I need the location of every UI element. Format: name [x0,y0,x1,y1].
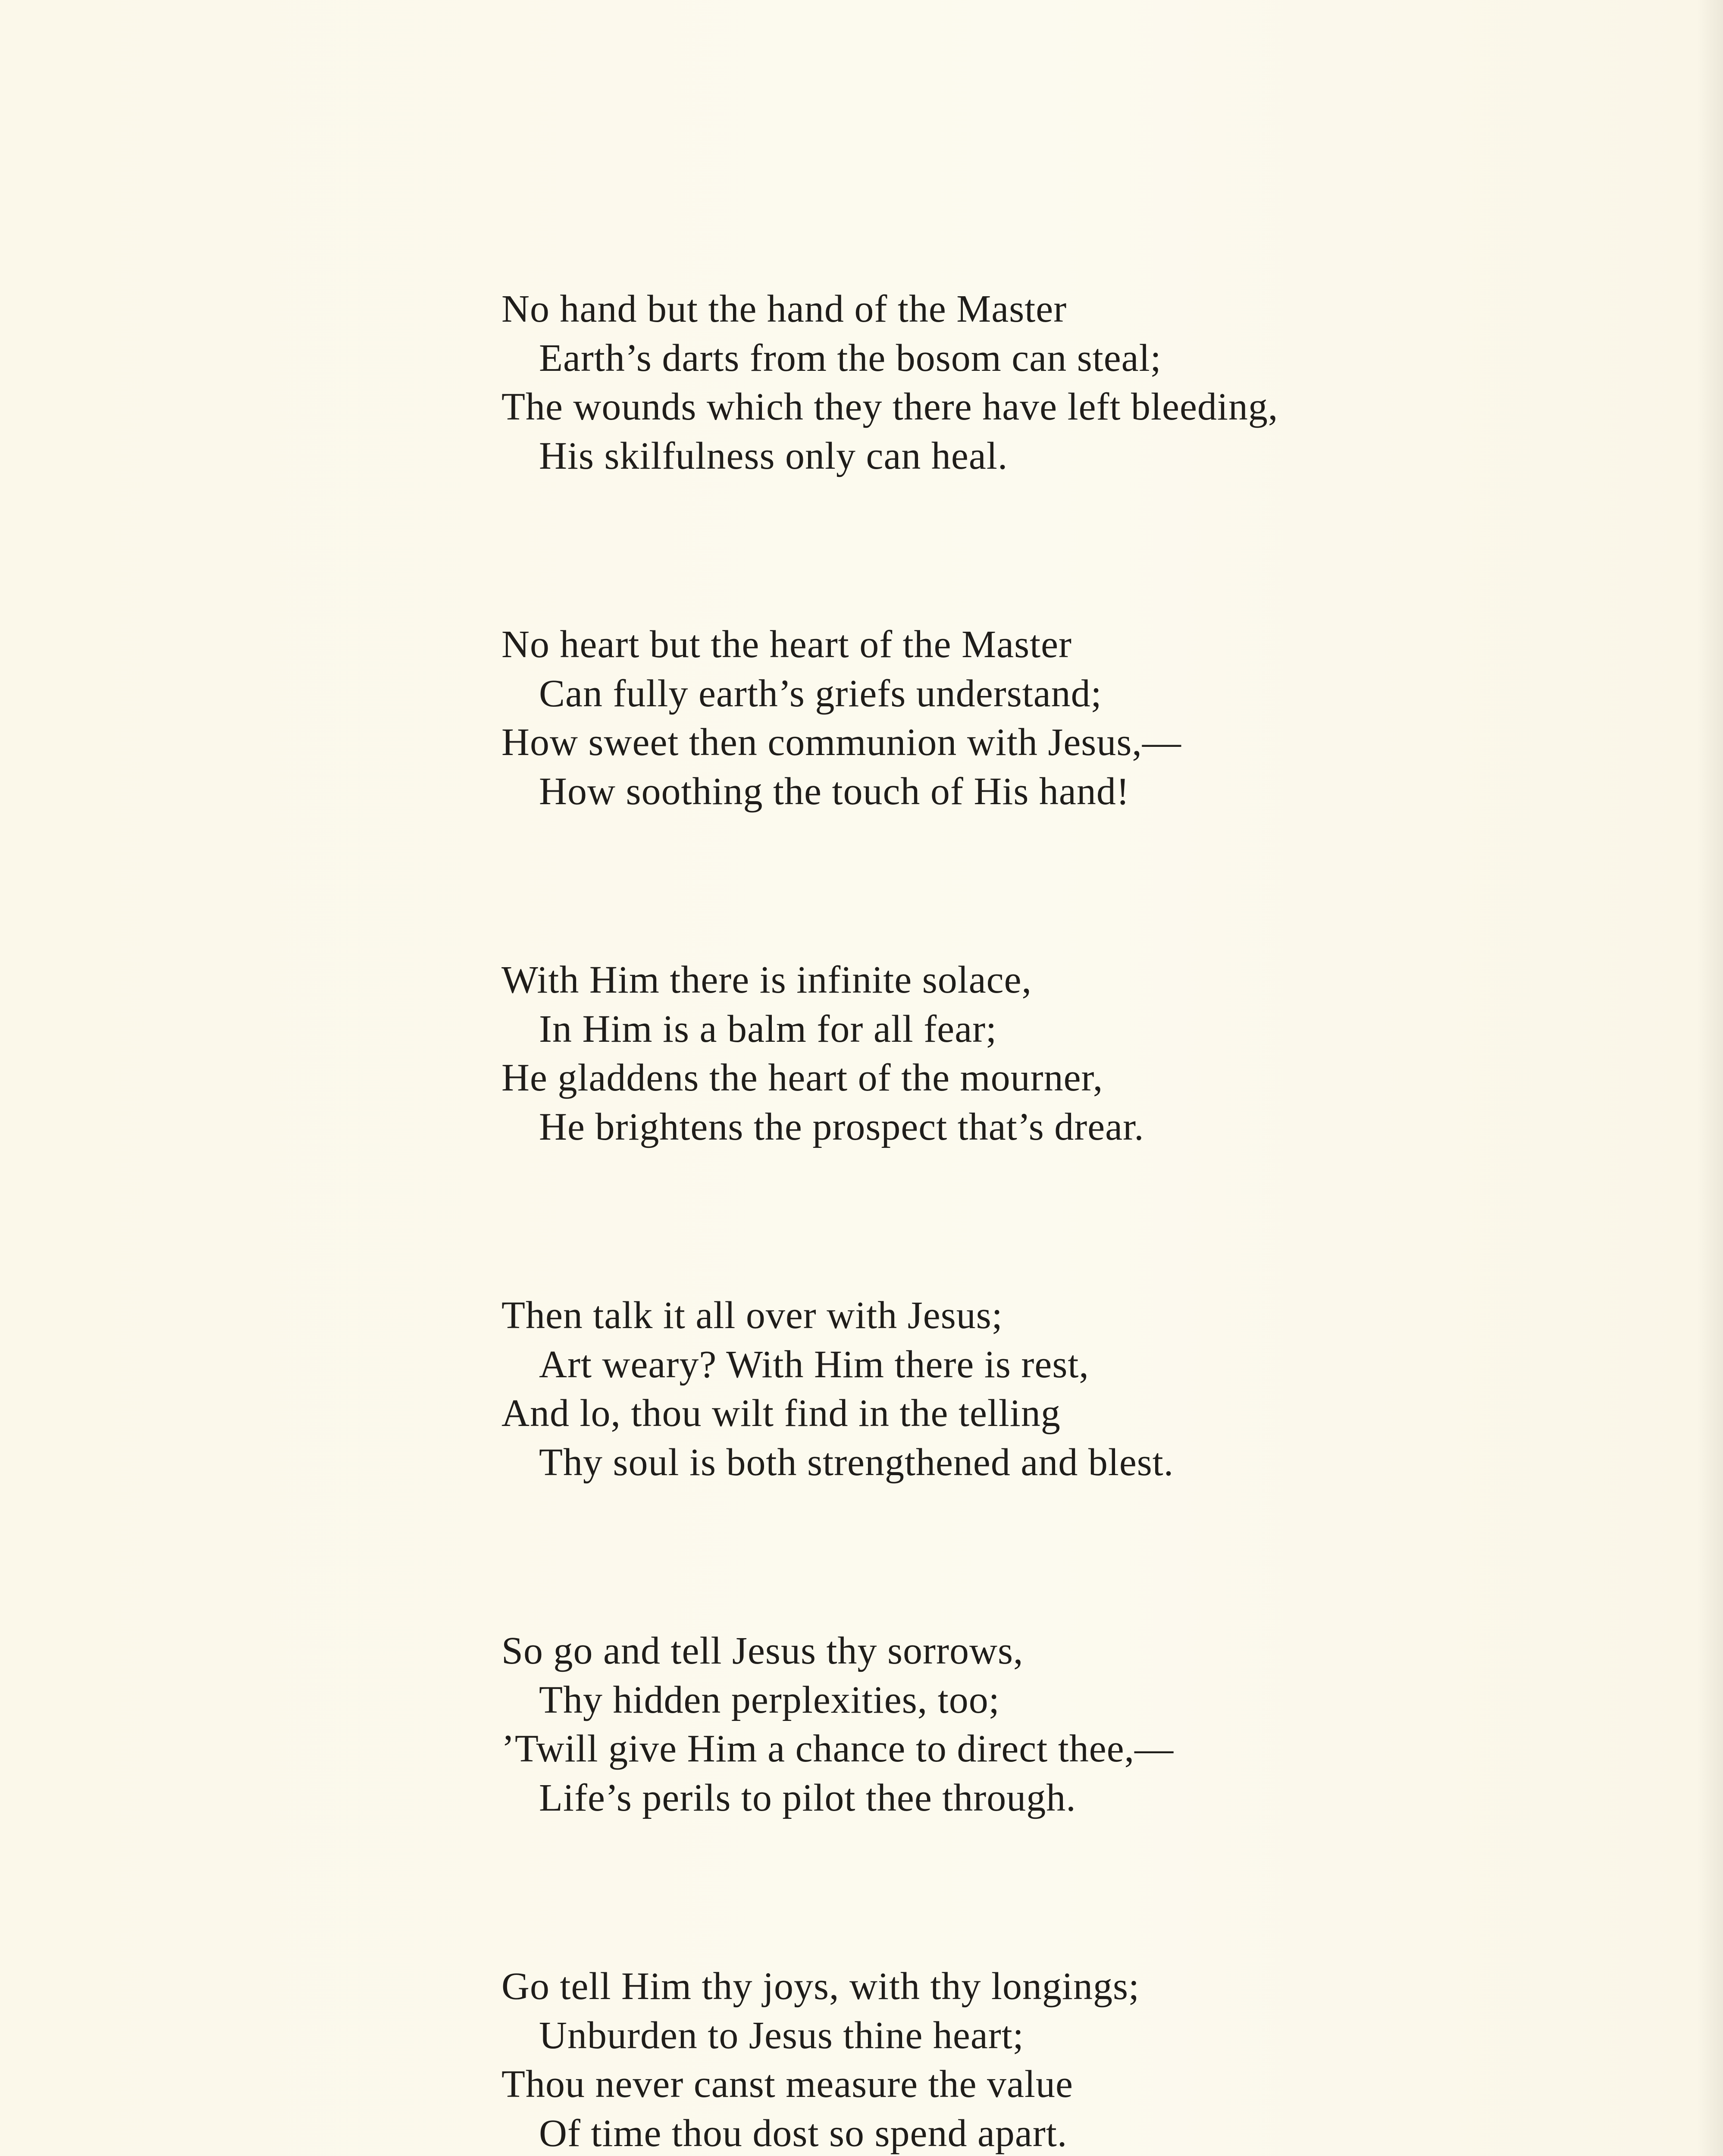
poem-line: He gladdens the heart of the mourner, [501,1056,1103,1099]
poem-line: How soothing the touch of His hand! [539,770,1130,813]
stanza-5 [501,1626,1579,1822]
poem-line: With Him there is infinite solace, [501,959,1032,1001]
stanza-3 [501,956,1579,1151]
poem-line: Life’s perils to pilot thee through. [539,1776,1076,1819]
poem-line: Art weary? With Him there is rest, [539,1343,1089,1386]
poem-line: And lo, thou wilt find in the telling [501,1392,1061,1435]
poem-line: He brightens the prospect that’s drear. [539,1105,1144,1148]
poem-line: Thy soul is both strengthened and blest. [539,1441,1174,1484]
poem [501,285,1579,2156]
poem-line: So go and tell Jesus thy sorrows, [501,1630,1024,1672]
poem-line: ’Twill give Him a chance to direct thee,— [501,1727,1174,1770]
poem-line: Unburden to Jesus thine heart; [539,2014,1024,2057]
poem-line: Then talk it all over with Jesus; [501,1294,1003,1337]
poem-line: In Him is a balm for all fear; [539,1007,997,1050]
stanza-1 [501,285,1579,480]
poem-line: Earth’s darts from the bosom can steal; [539,336,1162,379]
poem-line: How sweet then communion with Jesus,— [501,721,1181,764]
page-edge-shadow [1697,0,1723,2156]
poem-line: No hand but the hand of the Master [501,288,1067,330]
poem-line: Can fully earth’s griefs understand; [539,672,1102,715]
poem-line: The wounds which they there have left bleeding, [501,385,1278,428]
poem-line: Thy hidden perplexities, too; [539,1678,1000,1721]
poem-line: His skilfulness only can heal. [539,434,1008,477]
stanza-4 [501,1291,1579,1487]
poem-line: Thou never canst measure the value [501,2063,1073,2106]
stanza-6 [501,1962,1579,2156]
poem-line: No heart but the heart of the Master [501,623,1072,666]
poem-line: Go tell Him thy joys, with thy longings; [501,1965,1140,2008]
poem-line: Of time thou dost so spend apart. [539,2112,1068,2155]
stanza-2 [501,620,1579,816]
